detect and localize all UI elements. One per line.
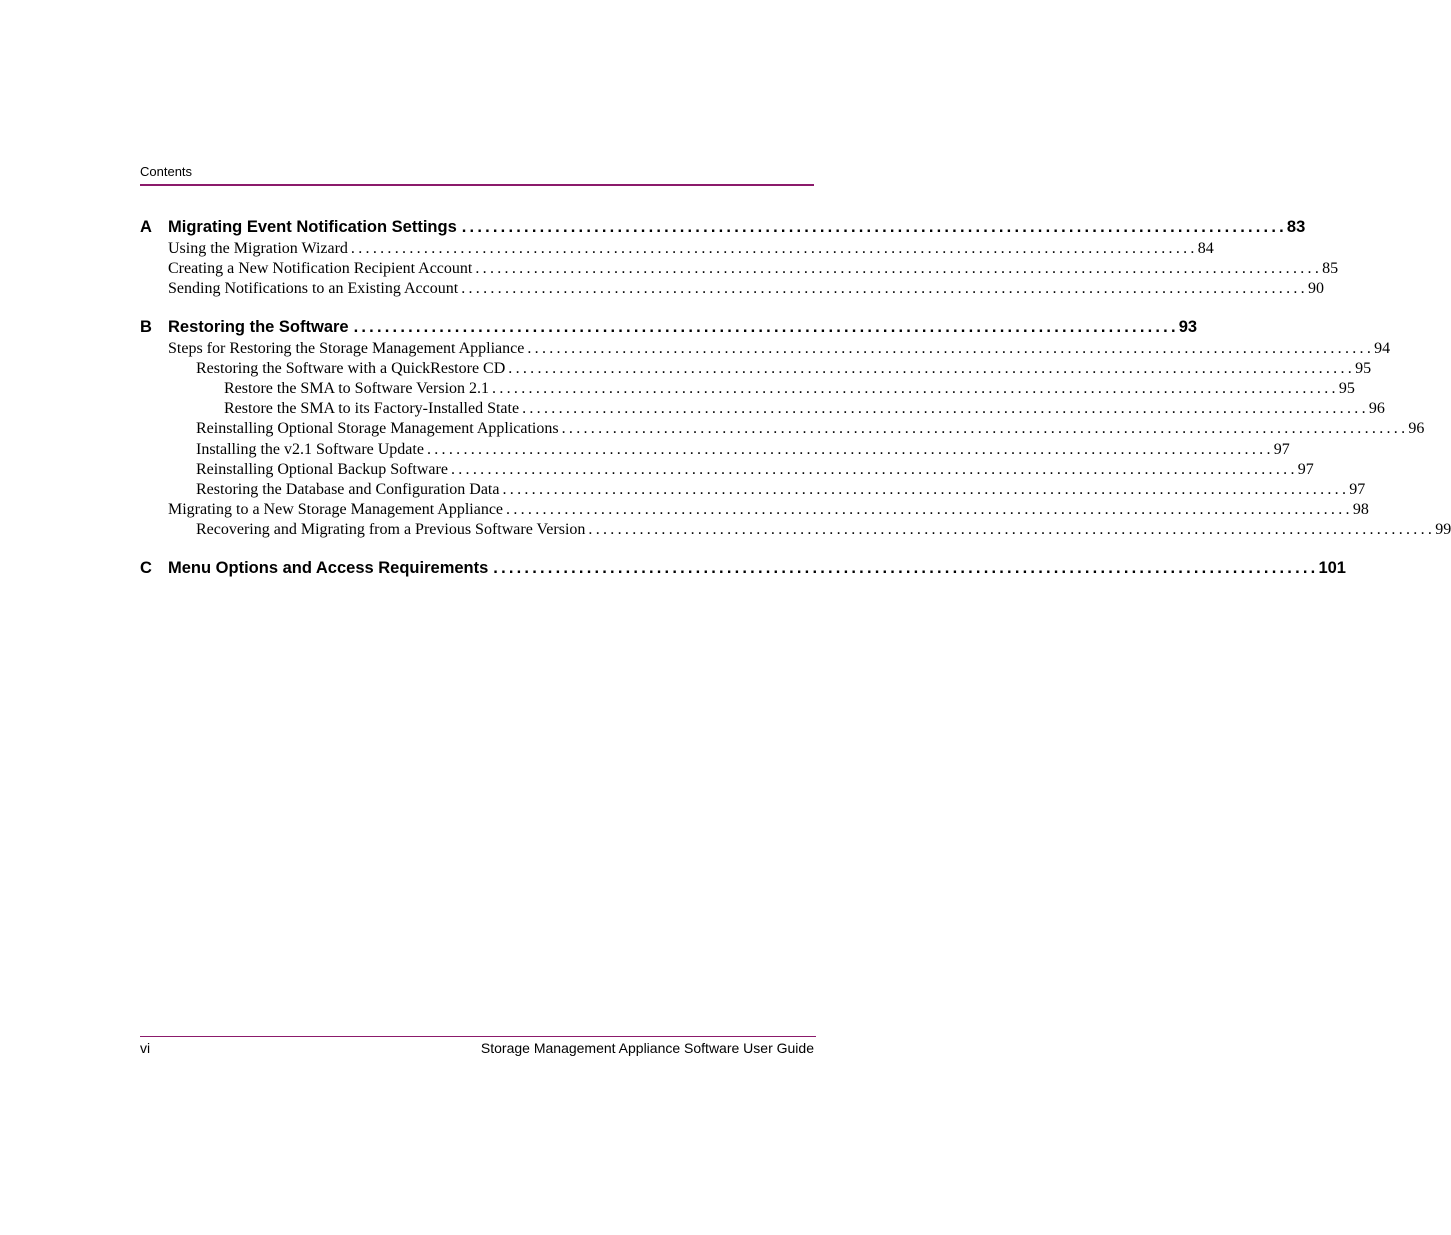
dot-leader: ....................................................................................................................: [561, 420, 1409, 438]
toc-entry[interactable]: [140, 260, 1339, 280]
dot-leader: ....................................................................................................................: [502, 480, 1350, 498]
dot-leader: ....................................................................................................................: [426, 440, 1274, 458]
toc-entry-page: 90: [1308, 280, 1324, 298]
toc-entry-title: Restore the SMA to Software Version 2.1: [224, 379, 490, 397]
dot-leader: ....................................................................................................................: [522, 400, 1369, 418]
footer-page-number: vi: [140, 1040, 151, 1056]
dot-leader: ....................................................................................................................: [475, 260, 1323, 278]
dot-leader: ....................................................................................................................: [506, 501, 1353, 519]
toc-entry-page: 95: [1355, 359, 1372, 377]
dot-leader: ..........................................................................................................: [493, 559, 1319, 578]
appendix-title: Migrating Event Notification Settings: [168, 218, 457, 236]
appendix-page-number: 83: [1286, 218, 1306, 236]
toc-entry-page: 99: [1435, 521, 1451, 539]
toc-entry-page: 97: [1349, 480, 1366, 498]
toc-entry[interactable]: [140, 501, 1369, 521]
toc-entry-page: 96: [1408, 420, 1425, 438]
dot-leader: ....................................................................................................................: [527, 339, 1375, 357]
toc-entry-page: 95: [1338, 379, 1355, 397]
toc-entry-title: Steps for Restoring the Storage Management Appliance: [168, 339, 525, 357]
toc-entry[interactable]: [140, 379, 1355, 400]
toc-entry-page: 98: [1352, 501, 1369, 519]
toc-entry-page: 84: [1197, 240, 1214, 257]
toc-entry-title: Installing the v2.1 Software Update: [196, 440, 424, 458]
toc-entry[interactable]: [140, 400, 1385, 420]
toc-entry[interactable]: [140, 460, 1314, 481]
toc-entry-title: Migrating to a New Storage Management Appliance: [168, 501, 504, 519]
toc-entry-page: 97: [1273, 440, 1290, 458]
appendix-letter: A: [140, 218, 152, 236]
toc-entry-page: 94: [1374, 339, 1391, 357]
dot-leader: ....................................................................................................................: [588, 521, 1436, 539]
toc-entry-title: Reinstalling Optional Storage Management Applications: [196, 420, 559, 438]
toc-entry[interactable]: [140, 480, 1366, 501]
toc-entry-title: Creating a New Notification Recipient Account: [168, 260, 473, 278]
toc-entry[interactable]: [140, 440, 1290, 461]
appendix-title: Menu Options and Access Requirements: [168, 559, 489, 578]
toc-entry[interactable]: [140, 420, 1425, 440]
toc-appendix-a[interactable]: [140, 218, 1306, 240]
dot-leader: ....................................................................................................................: [492, 379, 1339, 397]
dot-leader: ....................................................................................................................: [461, 280, 1308, 298]
table-of-contents: [140, 218, 1451, 581]
toc-entry[interactable]: [140, 359, 1372, 380]
toc-entry-title: Restore the SMA to its Factory-Installed State: [224, 400, 520, 418]
appendix-page-number: 93: [1178, 317, 1198, 336]
toc-entry-title: Restoring the Database and Configuration Data: [196, 480, 500, 498]
toc-entry-title: Recovering and Migrating from a Previous Software Version: [196, 521, 586, 539]
dot-leader: ....................................................................................................................: [508, 359, 1356, 377]
toc-entry-title: Restoring the Software with a QuickRestore CD: [196, 359, 506, 377]
toc-entry-title: Sending Notifications to an Existing Account: [168, 280, 459, 298]
appendix-letter: C: [140, 559, 152, 578]
header-divider: [140, 184, 814, 186]
dot-leader: ..........................................................................................................: [461, 218, 1287, 236]
footer-document-title: Storage Management Appliance Software User Guide: [480, 1040, 814, 1056]
toc-entry-page: 96: [1368, 400, 1385, 418]
toc-appendix-b[interactable]: [140, 317, 1198, 340]
dot-leader: ....................................................................................................................: [350, 240, 1198, 257]
dot-leader: ....................................................................................................................: [450, 460, 1298, 478]
toc-entry-page: 97: [1297, 460, 1314, 478]
toc-entry[interactable]: [140, 280, 1324, 300]
toc-entry-title: Reinstalling Optional Backup Software: [196, 460, 448, 478]
appendix-page-number: 101: [1318, 559, 1346, 578]
toc-entry[interactable]: [140, 521, 1451, 541]
toc-entry[interactable]: [140, 240, 1214, 260]
toc-entry[interactable]: [140, 339, 1391, 360]
footer-divider: [140, 1036, 816, 1037]
running-header: Contents: [140, 164, 193, 179]
toc-entry-page: 85: [1322, 260, 1339, 278]
toc-appendix-c[interactable]: [140, 559, 1346, 581]
appendix-letter: B: [140, 317, 152, 336]
appendix-title: Restoring the Software: [168, 317, 349, 336]
dot-leader: ..........................................................................................................: [353, 317, 1179, 336]
toc-entry-title: Using the Migration Wizard: [168, 240, 348, 257]
